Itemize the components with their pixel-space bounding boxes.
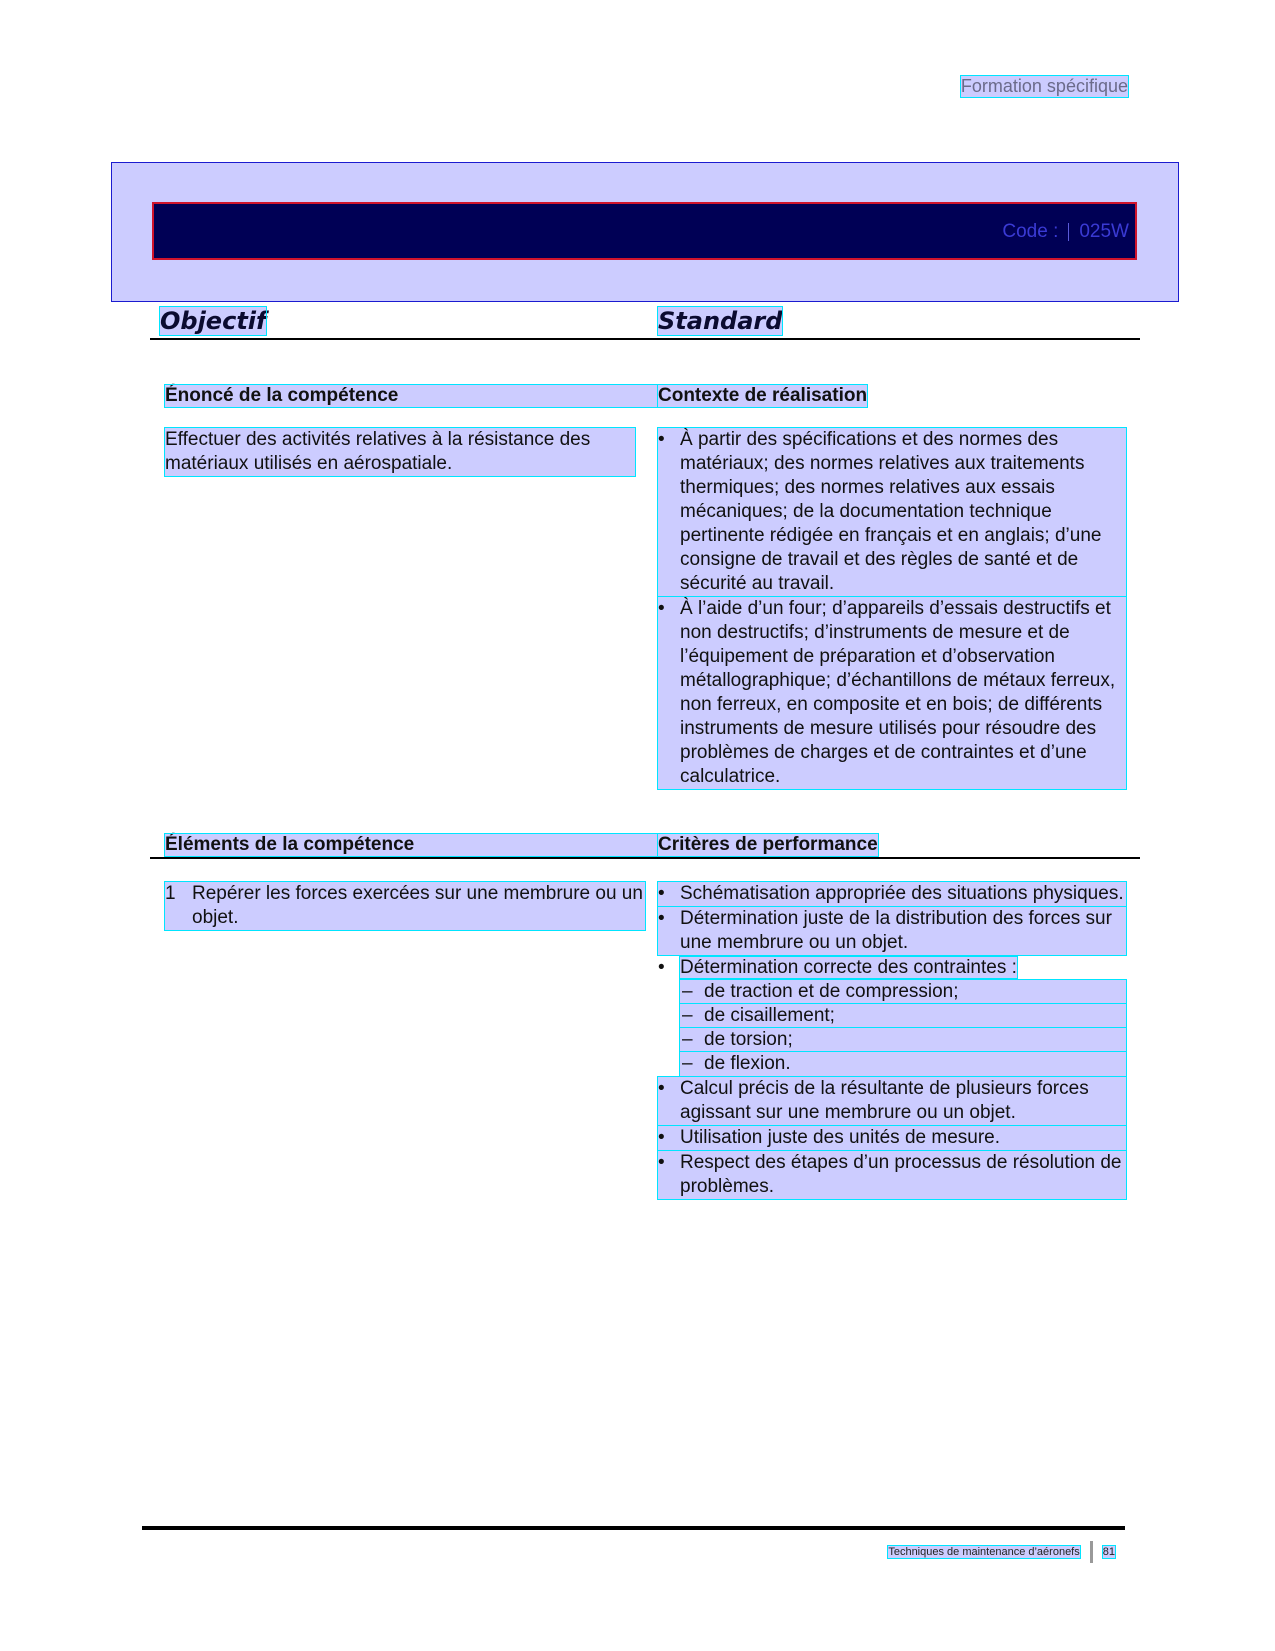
- footer-rule: [142, 1526, 1125, 1530]
- criterion-item: [658, 956, 1126, 1076]
- constraint-item: – de cisaillement;: [680, 1004, 1126, 1028]
- element-text: Repérer les forces exercées sur une membrure ou un objet.: [192, 883, 643, 928]
- code-value: 025W: [1079, 221, 1129, 242]
- elements-rule: [150, 857, 1140, 859]
- code-area: [1002, 221, 1129, 243]
- code-label: Code :: [1002, 221, 1059, 242]
- constraint-item: – de torsion;: [680, 1028, 1126, 1052]
- statement-text: Effectuer des activités relatives à la résistance des matériaux utilisés en aérospatiale.: [165, 428, 635, 476]
- criterion-item: • Calcul précis de la résultante de plusieurs forces agissant sur une membrure ou un objet.: [658, 1077, 1126, 1125]
- constraint-item: – de traction et de compression;: [680, 980, 1126, 1004]
- context-item: • À l’aide d’un four; d’appareils d’essais destructifs et non destructifs; d’instruments de mesure et de l’équipement de préparation et d’observation métallographique; d’échantillons de métaux ferreux, non ferreux, en composite et en bois; de différents instruments de mesure utilisés pour résoudre des problèmes de charges et de contraintes et d’une calculatrice.: [658, 597, 1126, 789]
- code-separator: [1068, 223, 1069, 241]
- constraint-item: – de flexion.: [680, 1052, 1126, 1076]
- header-rule: [150, 338, 1140, 340]
- criterion-item: • Détermination juste de la distribution des forces sur une membrure ou un objet.: [658, 907, 1126, 955]
- objective-title: Objectif: [160, 307, 267, 335]
- program-banner: [111, 162, 1179, 302]
- context-heading: Contexte de réalisation: [658, 385, 868, 406]
- footer-program: Techniques de maintenance d’aéronefs: [888, 1545, 1080, 1558]
- footer: [888, 1541, 1115, 1563]
- context-list: [658, 428, 1126, 790]
- context-item: • À partir des spécifications et des normes des matériaux; des normes relatives aux traitements thermiques; des normes relatives aux essais mécaniques; de la documentation technique pertinente rédigée en français et en anglais; d’une consigne de travail et des règles de santé et de sécurité au travail.: [658, 428, 1126, 596]
- footer-separator: [1090, 1541, 1093, 1563]
- element-item: [165, 882, 645, 930]
- banner-bar: [152, 202, 1137, 260]
- element-number: 1: [165, 883, 176, 904]
- criterion-item: • Respect des étapes d’un processus de résolution de problèmes.: [658, 1151, 1126, 1199]
- criterion-item: • Schématisation appropriée des situations physiques.: [658, 882, 1126, 906]
- criterion-item: • Utilisation juste des unités de mesure.: [658, 1126, 1126, 1150]
- page-number: 81: [1102, 1545, 1115, 1558]
- elements-heading: Éléments de la compétence: [165, 834, 660, 856]
- statement-heading: Énoncé de la compétence: [165, 385, 660, 407]
- criteria-heading: Critères de performance: [658, 834, 878, 855]
- criteria-list: [658, 882, 1126, 1200]
- standard-title: Standard: [658, 307, 783, 335]
- section-label: Formation spécifique: [960, 76, 1128, 96]
- criterion-text: Détermination correcte des contraintes :: [680, 957, 1017, 978]
